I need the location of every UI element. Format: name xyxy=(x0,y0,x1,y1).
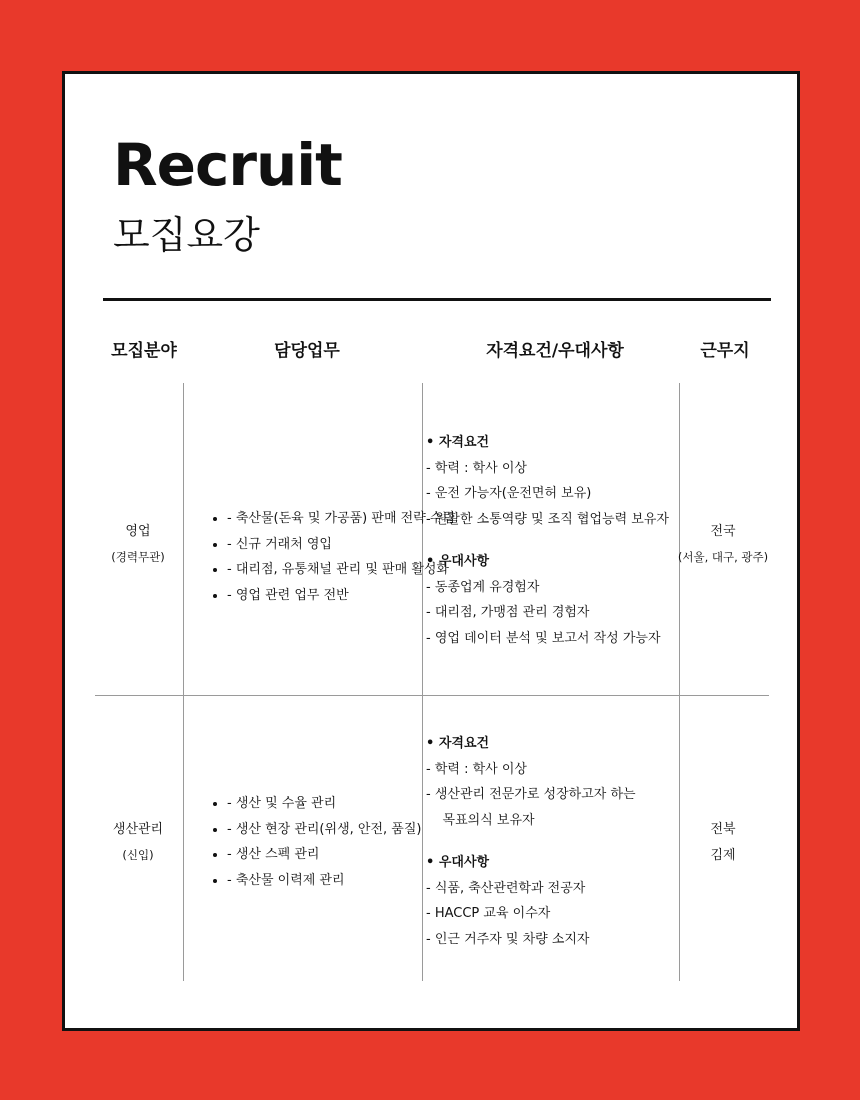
column-header-location: 근무지 xyxy=(700,341,750,361)
list-item: - HACCP 교육 이수자 xyxy=(426,906,551,921)
list-item: - 학력 : 학사 이상 xyxy=(426,761,527,777)
list-item: • - 생산 현장 관리(위생, 안전, 품질) xyxy=(227,817,421,843)
field-note: (신입) xyxy=(122,847,154,862)
row-divider xyxy=(95,695,769,696)
column-divider xyxy=(422,383,423,981)
page-title: Recruit xyxy=(113,131,342,199)
location-line: 전북 xyxy=(710,822,736,837)
column-divider xyxy=(679,383,680,981)
requirements-title: • 자격요건 xyxy=(426,435,490,450)
list-item: - 동종업계 유경험자 xyxy=(426,579,540,595)
recruit-card xyxy=(62,71,800,1031)
table-row-field xyxy=(111,519,164,570)
requirements-cell xyxy=(426,731,636,952)
list-item: • - 신규 거래처 영입 xyxy=(227,532,455,558)
list-item: - 원활한 소통역량 및 조직 협업능력 보유자 xyxy=(426,511,669,527)
field-name: 영업 xyxy=(125,524,151,539)
table-row-field xyxy=(113,817,163,868)
list-item: • - 생산 및 수율 관리 xyxy=(227,791,421,817)
title-divider xyxy=(103,298,771,301)
list-item: • - 축산물 이력제 관리 xyxy=(227,868,421,894)
preferred-title: • 우대사항 xyxy=(426,554,490,569)
duties-list xyxy=(187,791,421,893)
preferred-title: • 우대사항 xyxy=(426,855,490,870)
list-item: • - 영업 관련 업무 전반 xyxy=(227,583,455,609)
list-item: 목표의식 보유자 xyxy=(426,812,535,828)
column-header-duties: 담당업무 xyxy=(274,341,340,361)
page-subtitle: 모집요강 xyxy=(113,213,260,257)
list-item: • - 축산물(돈육 및 가공품) 판매 전략 수립 xyxy=(227,506,455,532)
location-cell xyxy=(678,519,768,570)
column-divider xyxy=(183,383,184,981)
location-line: (서울, 대구, 광주) xyxy=(677,549,769,564)
requirements-cell xyxy=(426,430,669,651)
requirements-title: • 자격요건 xyxy=(426,736,490,751)
column-header-field: 모집분야 xyxy=(111,341,177,361)
column-header-requirements: 자격요건/우대사항 xyxy=(486,341,624,361)
list-item: - 생산관리 전문가로 성장하고자 하는 xyxy=(426,787,636,802)
list-item: - 운전 가능자(운전면허 보유) xyxy=(426,486,592,501)
list-item: - 학력 : 학사 이상 xyxy=(426,460,527,476)
list-item: • - 생산 스펙 관리 xyxy=(227,842,421,868)
list-item: • - 대리점, 유통채널 관리 및 판매 활성화 xyxy=(227,557,455,583)
list-item: - 식품, 축산관련학과 전공자 xyxy=(426,880,586,896)
list-item: - 인근 거주자 및 차량 소지자 xyxy=(426,931,590,947)
location-line: 김제 xyxy=(710,847,736,863)
field-note: (경력무관) xyxy=(111,549,165,564)
location-cell xyxy=(710,817,735,868)
duties-list xyxy=(187,506,455,608)
list-item: - 대리점, 가맹점 관리 경험자 xyxy=(426,605,590,620)
list-item: - 영업 데이터 분석 및 보고서 작성 가능자 xyxy=(426,630,661,646)
field-name: 생산관리 xyxy=(112,822,164,837)
location-line: 전국 xyxy=(710,524,736,539)
